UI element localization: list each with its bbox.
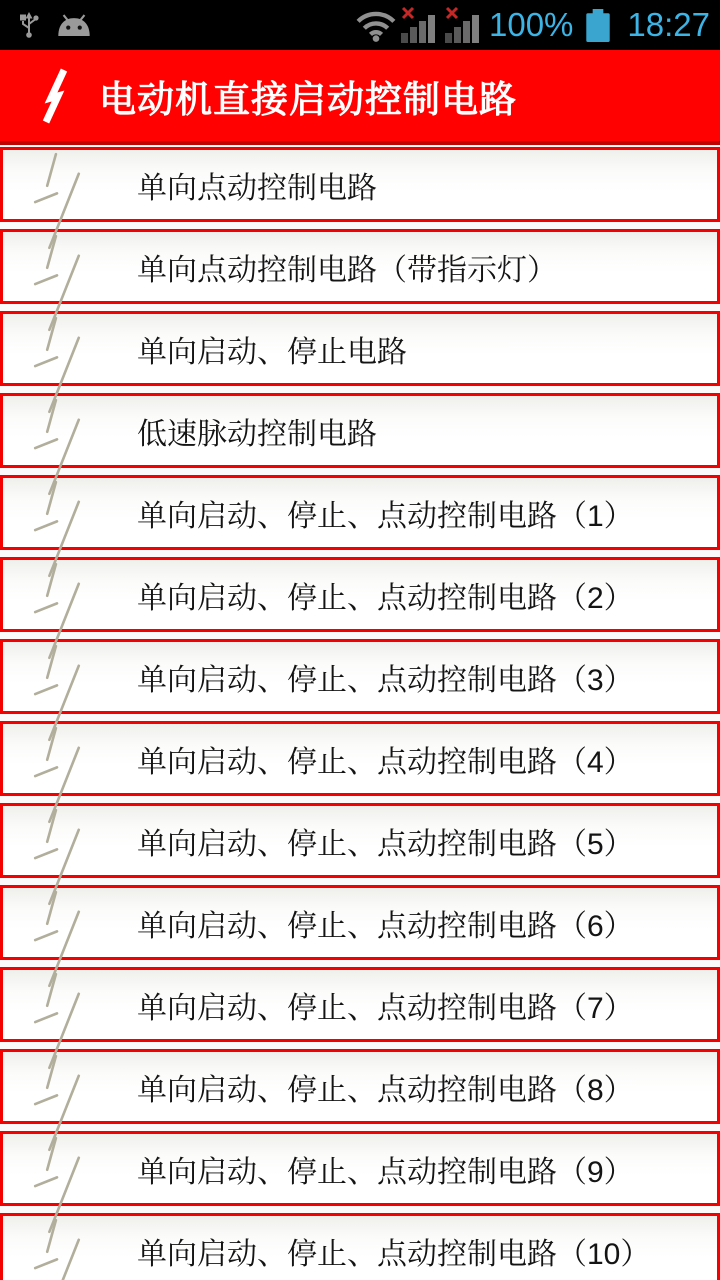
list-item-label: 单向启动、停止、点动控制电路（2） bbox=[137, 581, 634, 615]
list-item[interactable] bbox=[0, 229, 720, 304]
battery-percent-label: 100% bbox=[489, 6, 574, 43]
list-item-label: 单向启动、停止、点动控制电路（5） bbox=[137, 827, 634, 861]
list-item[interactable] bbox=[0, 639, 720, 714]
list-item-label: 单向启动、停止、点动控制电路（6） bbox=[137, 909, 634, 943]
list-item[interactable] bbox=[0, 967, 720, 1042]
list-item[interactable] bbox=[0, 1131, 720, 1206]
android-debug-icon bbox=[56, 14, 92, 37]
no-signal-x-icon bbox=[401, 6, 415, 20]
list-item-label: 单向启动、停止、点动控制电路（7） bbox=[137, 991, 634, 1025]
list-item-label: 单向启动、停止电路 bbox=[137, 335, 407, 369]
clock-label: 18:27 bbox=[627, 6, 710, 43]
no-signal-sim1-icon bbox=[401, 5, 437, 45]
list-item[interactable] bbox=[0, 721, 720, 796]
no-signal-x-icon bbox=[445, 6, 459, 20]
lightning-bolt-outline-icon bbox=[33, 1218, 81, 1280]
list-item[interactable] bbox=[0, 393, 720, 468]
list-item[interactable] bbox=[0, 147, 720, 222]
page-title: 电动机直接启动控制电路 bbox=[99, 78, 517, 120]
list-item[interactable] bbox=[0, 311, 720, 386]
list-item-label: 单向点动控制电路（带指示灯） bbox=[137, 253, 557, 287]
lightning-bolt-icon bbox=[41, 68, 71, 124]
list-item[interactable] bbox=[0, 885, 720, 960]
list-item-label: 单向启动、停止、点动控制电路（9） bbox=[137, 1155, 634, 1189]
circuit-list bbox=[0, 145, 720, 1280]
no-signal-sim2-icon bbox=[445, 5, 481, 45]
list-item[interactable] bbox=[0, 1213, 720, 1280]
list-item-label: 单向点动控制电路 bbox=[137, 171, 377, 205]
list-item-label: 单向启动、停止、点动控制电路（1） bbox=[137, 499, 634, 533]
list-item-label: 单向启动、停止、点动控制电路（4） bbox=[137, 745, 634, 779]
list-item-label: 单向启动、停止、点动控制电路（3） bbox=[137, 663, 634, 697]
list-item[interactable] bbox=[0, 1049, 720, 1124]
status-bar bbox=[0, 0, 720, 50]
usb-icon bbox=[18, 12, 40, 38]
list-item-label: 单向启动、停止、点动控制电路（8） bbox=[137, 1073, 634, 1107]
list-item-label: 单向启动、停止、点动控制电路（10） bbox=[137, 1237, 651, 1271]
app-header bbox=[0, 50, 720, 145]
battery-full-icon bbox=[586, 9, 610, 42]
list-item[interactable] bbox=[0, 475, 720, 550]
list-item[interactable] bbox=[0, 803, 720, 878]
wifi-icon bbox=[355, 9, 397, 42]
list-item[interactable] bbox=[0, 557, 720, 632]
list-item-label: 低速脉动控制电路 bbox=[137, 417, 377, 451]
